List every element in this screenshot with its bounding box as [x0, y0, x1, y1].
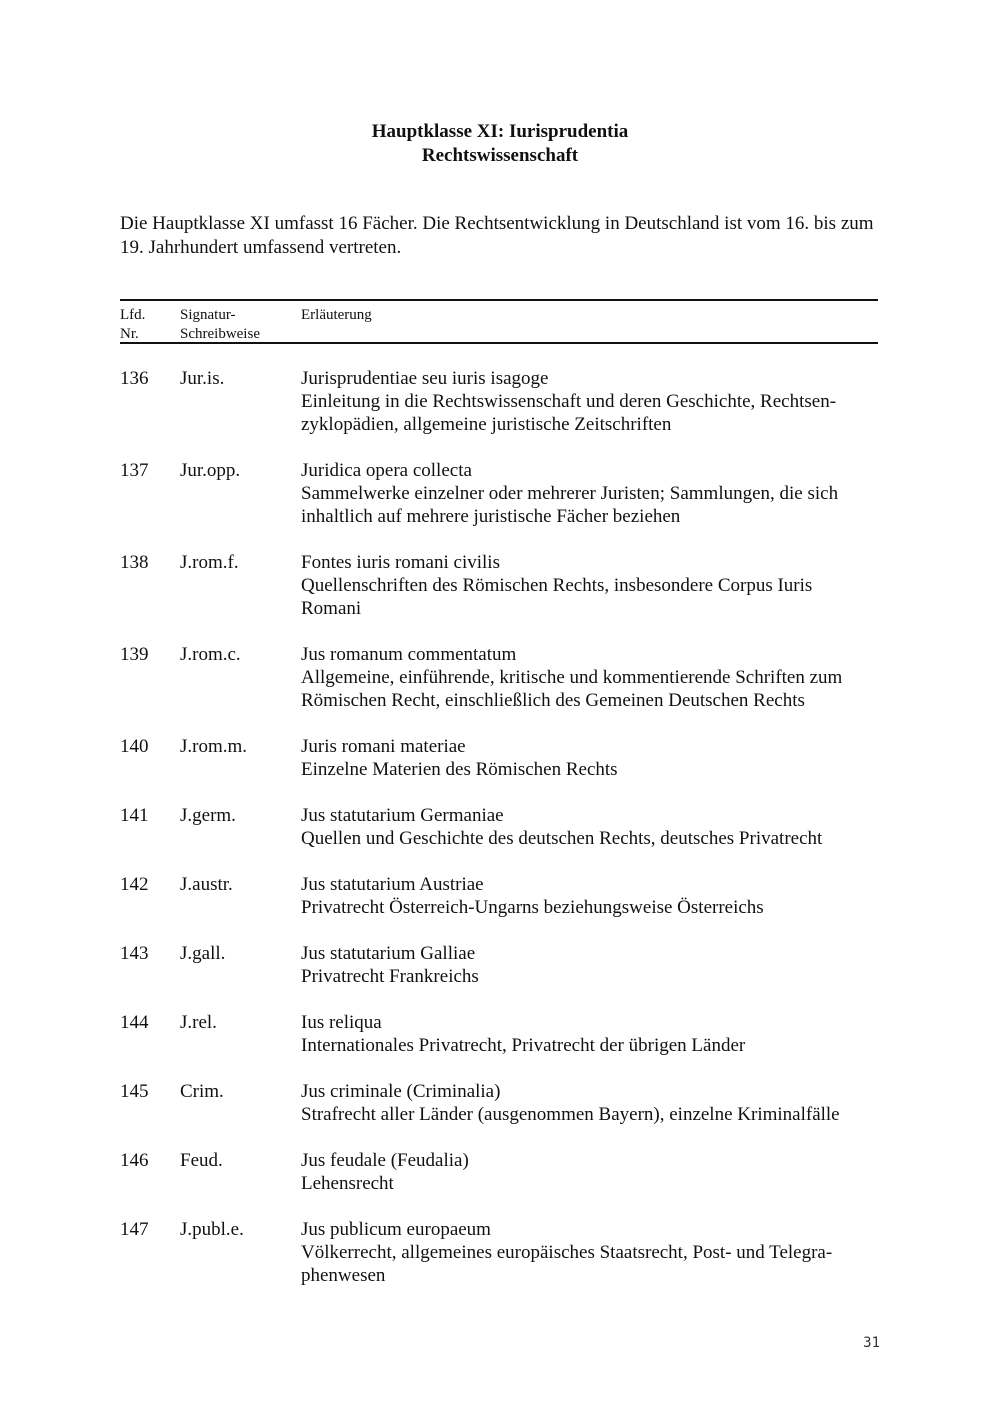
entry-number: 141: [120, 805, 149, 826]
page-subtitle: Rechtswissenschaft: [421, 145, 579, 166]
entry-latin-title: Juridica opera collecta: [301, 460, 472, 481]
header-lfd-nr: [120, 306, 145, 344]
page-title: Hauptklasse XI: Iurisprudentia: [371, 121, 629, 142]
entry-number: 147: [120, 1219, 149, 1240]
entry-latin-title: Juris romani materiae: [301, 736, 466, 757]
table-row: [0, 873, 1000, 919]
entry-latin-title: Jus romanum commentatum: [301, 644, 517, 665]
entry-signature: Jur.opp.: [180, 460, 241, 481]
entry-description: [301, 551, 881, 620]
entry-number: 136: [120, 368, 149, 389]
entry-description: [301, 459, 881, 528]
table-row: [0, 643, 1000, 712]
entry-explanation-line: Romani: [301, 598, 362, 619]
entry-number: 145: [120, 1081, 149, 1102]
entry-number: 142: [120, 874, 149, 895]
table-row: [0, 1011, 1000, 1057]
intro-paragraph: Die Hauptklasse XI umfasst 16 Fächer. Die Rechtsentwicklung in Deutschland ist vom 16. bis zum 19. Jahrhundert umfassend vertreten.: [120, 213, 874, 258]
entry-latin-title: Fontes iuris romani civilis: [301, 552, 500, 573]
entry-description: [301, 1218, 881, 1287]
entry-explanation-line: Allgemeine, einführende, kritische und kommentierende Schriften zum: [301, 667, 843, 688]
header-nr: Nr.: [120, 326, 139, 342]
entry-explanation-line: Sammelwerke einzelner oder mehrerer Juristen; Sammlungen, die sich: [301, 483, 839, 504]
table-row: [0, 804, 1000, 850]
entry-signature: J.austr.: [180, 874, 233, 895]
table-header-rule: [120, 342, 878, 344]
table-row: [0, 367, 1000, 436]
header-signatur: [180, 306, 260, 344]
table-row: [0, 1218, 1000, 1287]
entry-explanation-line: inhaltlich auf mehrere juristische Fächer beziehen: [301, 506, 681, 527]
entry-signature: Crim.: [180, 1081, 224, 1102]
entry-signature: J.publ.e.: [180, 1219, 244, 1240]
entry-number: 144: [120, 1012, 149, 1033]
entry-number: 138: [120, 552, 149, 573]
entry-explanation-line: Internationales Privatrecht, Privatrecht der übrigen Länder: [301, 1035, 746, 1056]
entry-signature: J.rom.f.: [180, 552, 239, 573]
entry-number: 143: [120, 943, 149, 964]
entry-explanation-line: Privatrecht Frankreichs: [301, 966, 479, 987]
entry-latin-title: Jus statutarium Austriae: [301, 874, 484, 895]
entry-explanation-line: Einzelne Materien des Römischen Rechts: [301, 759, 618, 780]
table-row: [0, 459, 1000, 528]
entry-description: [301, 804, 881, 850]
entry-latin-title: Jus statutarium Galliae: [301, 943, 476, 964]
entry-signature: Feud.: [180, 1150, 223, 1171]
entry-latin-title: Jus statutarium Germaniae: [301, 805, 504, 826]
entry-latin-title: Jus feudale (Feudalia): [301, 1150, 469, 1171]
entry-explanation-line: Lehensrecht: [301, 1173, 394, 1194]
entry-latin-title: Ius reliqua: [301, 1012, 382, 1033]
entry-latin-title: Jus publicum europaeum: [301, 1219, 491, 1240]
header-signatur-line1: Signatur-: [180, 307, 236, 323]
header-erlaeuterung: Erläuterung: [301, 307, 372, 323]
entry-signature: J.gall.: [180, 943, 226, 964]
entry-description: [301, 1080, 881, 1126]
header-signatur-line2: Schreibweise: [180, 326, 260, 342]
entry-signature: J.rom.c.: [180, 644, 241, 665]
entry-description: [301, 643, 881, 712]
entry-signature: J.rom.m.: [180, 736, 248, 757]
entry-signature: J.germ.: [180, 805, 236, 826]
entry-latin-title: Jurisprudentiae seu iuris isagoge: [301, 368, 549, 389]
header-lfd: Lfd.: [120, 307, 146, 323]
entry-description: [301, 367, 881, 436]
entry-explanation-line: Einleitung in die Rechtswissenschaft und deren Geschichte, Rechtsen-: [301, 391, 837, 412]
entry-number: 137: [120, 460, 149, 481]
entry-number: 140: [120, 736, 149, 757]
entry-explanation-line: Quellenschriften des Römischen Rechts, insbesondere Corpus Iuris: [301, 575, 813, 596]
entry-description: [301, 1149, 881, 1195]
table-row: [0, 735, 1000, 781]
entry-signature: J.rel.: [180, 1012, 217, 1033]
entry-description: [301, 735, 881, 781]
entry-description: [301, 942, 881, 988]
entry-description: [301, 1011, 881, 1057]
table-row: [0, 1080, 1000, 1126]
page-number: 31: [863, 1335, 880, 1351]
entry-signature: Jur.is.: [180, 368, 225, 389]
table-row: [0, 942, 1000, 988]
entry-number: 139: [120, 644, 149, 665]
entry-latin-title: Jus criminale (Criminalia): [301, 1081, 501, 1102]
entry-number: 146: [120, 1150, 149, 1171]
entries-list: [0, 367, 1000, 1287]
entry-explanation-line: phenwesen: [301, 1265, 386, 1286]
entry-explanation-line: Quellen und Geschichte des deutschen Rechts, deutsches Privatrecht: [301, 828, 823, 849]
entry-explanation-line: Völkerrecht, allgemeines europäisches Staatsrecht, Post- und Telegra-: [301, 1242, 833, 1263]
entry-explanation-line: Privatrecht Österreich-Ungarns beziehungsweise Österreichs: [301, 897, 764, 918]
table-row: [0, 1149, 1000, 1195]
entry-description: [301, 873, 881, 919]
table-row: [0, 551, 1000, 620]
table-top-rule: [120, 299, 878, 301]
entry-explanation-line: zyklopädien, allgemeine juristische Zeitschriften: [301, 414, 672, 435]
entry-explanation-line: Strafrecht aller Länder (ausgenommen Bayern), einzelne Kriminalfälle: [301, 1104, 840, 1125]
entry-explanation-line: Römischen Recht, einschließlich des Gemeinen Deutschen Rechts: [301, 690, 805, 711]
